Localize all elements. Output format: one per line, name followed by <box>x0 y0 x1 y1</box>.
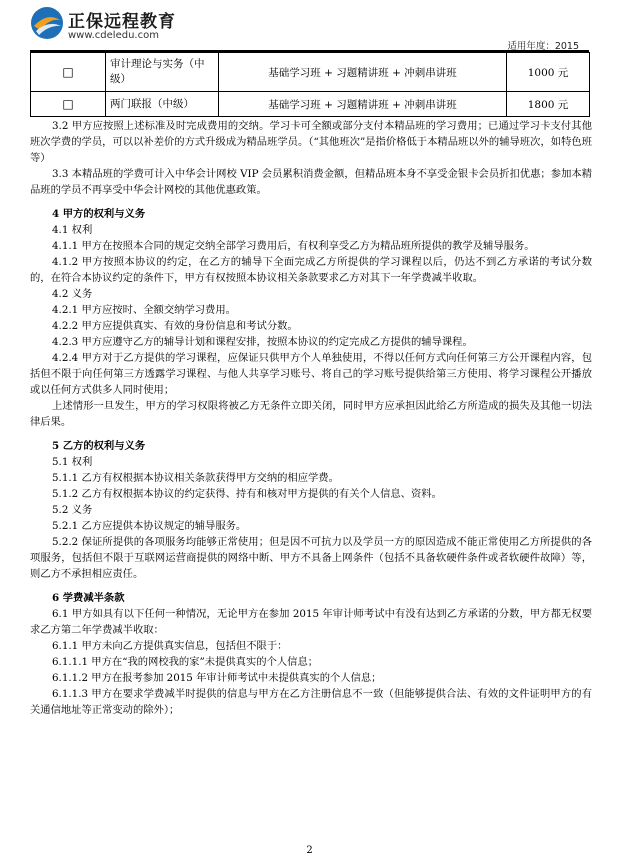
course-name: 两门联报（中级） <box>106 92 219 117</box>
subsection-heading: 4.2 义务 <box>52 288 93 300</box>
clause-paragraph: 4.2.4 甲方对于乙方提供的学习课程，应保证只供甲方个人单独使用，不得以任何方式向任何第三方公开课程内容，包括但不限于向任何第三方透露学习课程、与他人共享学习账号、将自己的学习账号提供给第三方使用、将学习课程公开播放或以任何方式供多人同时使用； <box>30 352 592 396</box>
table-row <box>31 92 590 117</box>
clause-paragraph: 5.1.1 乙方有权根据本协议相关条款获得甲方交纳的相应学费。 <box>52 472 339 484</box>
section-spacer <box>30 430 592 438</box>
course-price: 1800 元 <box>507 92 590 117</box>
brand-name: 正保远程教育 <box>68 12 176 32</box>
subsection-heading: 5.1 权利 <box>52 456 93 468</box>
clause-paragraph: 6.1.1.1 甲方在“我的网校我的家”未提供真实的个人信息； <box>52 656 319 668</box>
fee-table <box>30 52 590 117</box>
clause-paragraph: 4.2.2 甲方应提供真实、有效的身份信息和考试分数。 <box>52 320 298 332</box>
class-type: 基础学习班 + 习题精讲班 + 冲刺串讲班 <box>219 92 507 117</box>
clause-paragraph: 6.1 甲方如具有以下任何一种情况，无论甲方在参加 2015 年审计师考试中有没有达到乙方承诺的分数，甲方都无权要求乙方第二年学费减半收取： <box>30 608 592 636</box>
subsection-heading: 4.1 权利 <box>52 224 93 236</box>
clause-paragraph: 5.2.1 乙方应提供本协议规定的辅导服务。 <box>52 520 247 532</box>
clause-paragraph: 4.1.2 甲方按照本协议的约定，在乙方的辅导下全面完成乙方所提供的学习课程以后，仍达不到乙方承诺的考试分数的，在符合本协议约定的条件下，甲方有权按照本协议相关条款要求乙方对其下一年学费减半收取。 <box>30 256 592 284</box>
agreement-body <box>30 118 592 718</box>
section-heading: 4 甲方的权利与义务 <box>52 208 146 220</box>
section-spacer <box>30 582 592 590</box>
page-number: 2 <box>306 845 313 856</box>
brand-url: www.cdeledu.com <box>68 30 159 41</box>
clause-paragraph: 6.1.1 甲方未向乙方提供真实信息，包括但不限于： <box>52 640 288 652</box>
section-heading: 6 学费减半条款 <box>52 592 125 604</box>
course-checkbox[interactable]: □ <box>31 92 106 117</box>
course-price: 1000 元 <box>507 53 590 92</box>
clause-paragraph: 6.1.1.2 甲方在报考参加 2015 年审计师考试中未提供真实的个人信息； <box>52 672 382 684</box>
clause-paragraph: 5.2.2 保证所提供的各项服务均能够正常使用；但是因不可抗力以及学员一方的原因造成不能正常使用乙方所提供的各项服务，包括但不限于互联网运营商提供的网络中断、甲方不具备上网条件（包括不具备软硬件条件或者软硬件故障）等，则乙方不承担相应责任。 <box>30 536 592 580</box>
clause-paragraph: 4.2.1 甲方应按时、全额交纳学习费用。 <box>52 304 236 316</box>
clause-paragraph: 4.2.3 甲方应遵守乙方的辅导计划和课程安排，按照本协议的约定完成乙方提供的辅导课程。 <box>52 336 473 348</box>
clause-paragraph: 3.3 本精品班的学费可计入中华会计网校 VIP 会员累积消费金额，但精品班本身不享受金银卡会员折扣优惠；参加本精品班的学员不再享受中华会计网校的其他优惠政策。 <box>30 168 592 196</box>
table-row <box>31 53 590 92</box>
section-heading: 5 乙方的权利与义务 <box>52 440 146 452</box>
clause-paragraph: 上述情形一旦发生，甲方的学习权限将被乙方无条件立即关闭，同时甲方应承担因此给乙方所造成的损失及其他一切法律后果。 <box>30 400 592 428</box>
cdeledu-logo-icon <box>30 6 64 40</box>
course-name: 审计理论与实务（中级） <box>106 53 219 92</box>
clause-paragraph: 6.1.1.3 甲方在要求学费减半时提供的信息与甲方在乙方注册信息不一致（但能够提供合法、有效的文件证明甲方的有关通信地址等正常变动的除外）； <box>30 688 592 716</box>
course-checkbox[interactable]: □ <box>31 53 106 92</box>
section-spacer <box>30 198 592 206</box>
applicable-year: 适用年度：2015 <box>507 41 579 52</box>
class-type: 基础学习班 + 习题精讲班 + 冲刺串讲班 <box>219 53 507 92</box>
subsection-heading: 5.2 义务 <box>52 504 93 516</box>
clause-paragraph: 3.2 甲方应按照上述标准及时完成费用的交纳。学习卡可全额或部分支付本精品班的学习费用；已通过学习卡支付其他班次学费的学员，可以以补差价的方式升级成为精品班学员。（“其他班次”是指价格低于本精品班以外的辅导班次，如特色班等） <box>30 120 592 164</box>
page-header <box>0 0 619 52</box>
clause-paragraph: 4.1.1 甲方在按照本合同的规定交纳全部学习费用后，有权利享受乙方为精品班所提供的教学及辅导服务。 <box>52 240 535 252</box>
clause-paragraph: 5.1.2 乙方有权根据本协议的约定获得、持有和核对甲方提供的有关个人信息、资料。 <box>52 488 442 500</box>
